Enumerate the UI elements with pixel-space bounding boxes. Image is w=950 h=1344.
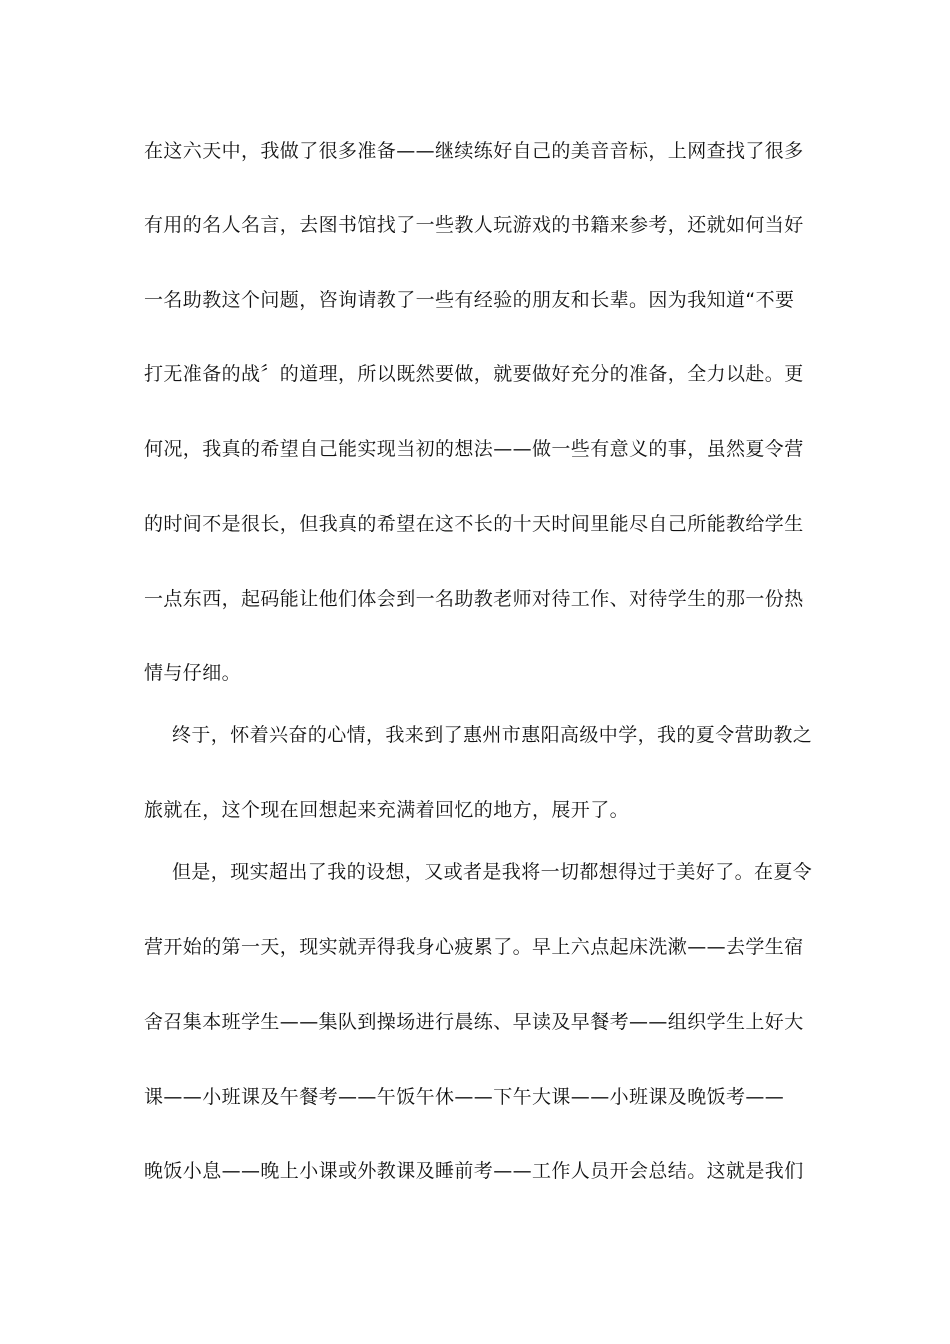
- text-line: 课——小班课及午餐考——午饭午休——下午大课——小班课及晚饭考——: [144, 1086, 785, 1108]
- text-line: 在这六天中，我做了很多准备——继续练好自己的美音音标，上网查找了很多: [144, 140, 804, 162]
- text-line: 晚饭小息——晚上小课或外教课及睡前考——工作人员开会总结。这就是我们: [144, 1160, 804, 1182]
- text-line: 舍召集本班学生——集队到操场进行晨练、早读及早餐考——组织学生上好大: [144, 1011, 804, 1033]
- text-line: 营开始的第一天，现实就弄得我身心疲累了。早上六点起床洗漱——去学生宿: [144, 936, 804, 958]
- text-line: 但是，现实超出了我的设想，又或者是我将一切都想得过于美好了。在夏令: [172, 861, 813, 883]
- text-line: 的时间不是很长，但我真的希望在这不长的十天时间里能尽自己所能教给学生: [144, 513, 804, 535]
- text-line: 何况，我真的希望自己能实现当初的想法——做一些有意义的事，虽然夏令营: [144, 438, 804, 460]
- text-line: 情与仔细。: [144, 662, 242, 684]
- text-line: 一点东西，起码能让他们体会到一名助教老师对待工作、对待学生的那一份热: [144, 588, 804, 610]
- text-line: 终于，怀着兴奋的心情，我来到了惠州市惠阳高级中学，我的夏令营助教之: [172, 724, 813, 746]
- text-line: 打无准备的战〞的道理，所以既然要做，就要做好充分的准备，全力以赴。更: [144, 363, 804, 385]
- text-line: 有用的名人名言，去图书馆找了一些教人玩游戏的书籍来参考，还就如何当好: [144, 214, 804, 236]
- text-line: 旅就在，这个现在回想起来充满着回忆的地方，展开了。: [144, 799, 630, 821]
- text-line: 一名助教这个问题，咨询请教了一些有经验的朋友和长辈。因为我知道“不要: [144, 289, 795, 311]
